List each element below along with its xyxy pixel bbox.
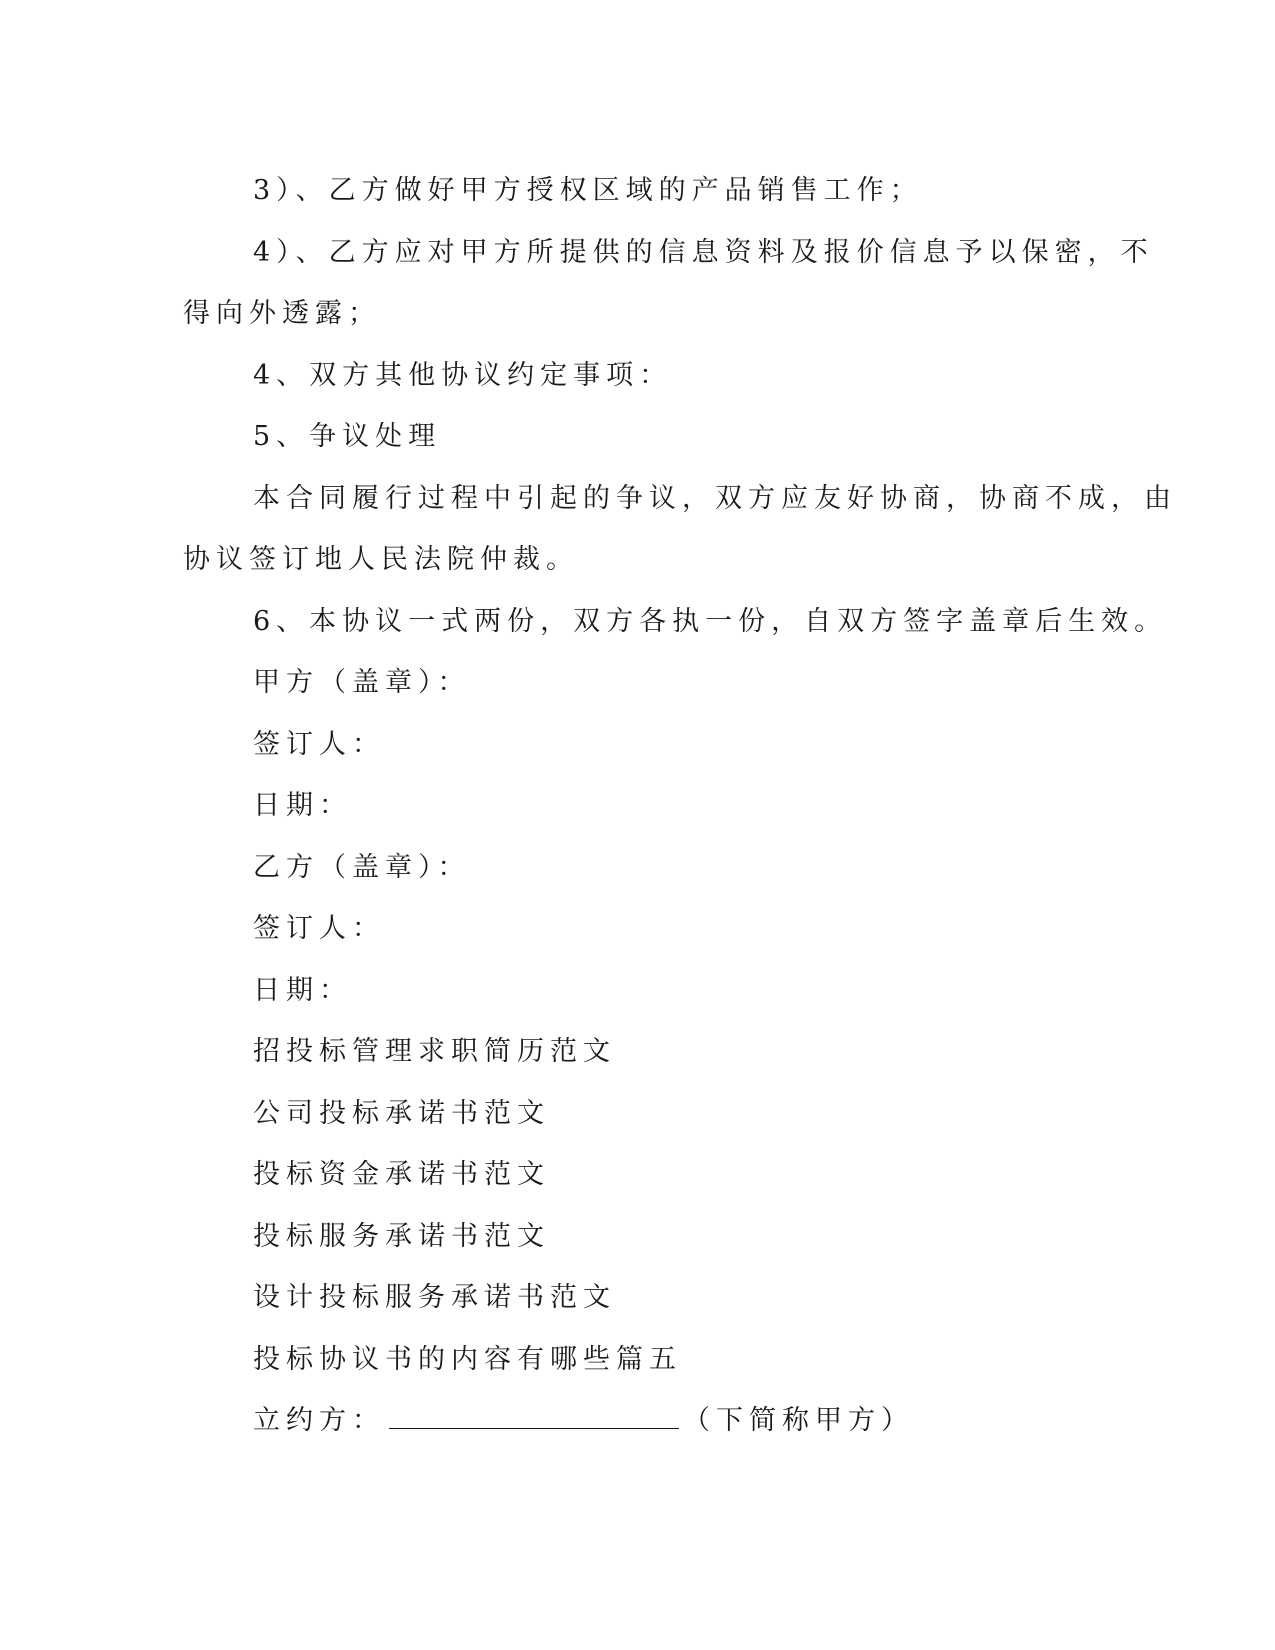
clause-4-continuation: 得向外透露； — [183, 298, 381, 329]
party-a-signer: 签订人： — [253, 728, 385, 760]
section-title-part-5: 投标协议书的内容有哪些篇五 — [253, 1343, 682, 1375]
related-article-4: 投标服务承诺书范文 — [253, 1220, 550, 1252]
party-b-date: 日期： — [253, 974, 352, 1006]
related-article-2: 公司投标承诺书范文 — [253, 1097, 550, 1129]
dispute-continuation: 协议签订地人民法院仲裁。 — [183, 544, 579, 575]
party-b-seal: 乙方（盖章）： — [253, 851, 471, 883]
party-a-seal: 甲方（盖章）： — [253, 667, 471, 698]
related-article-5: 设计投标服务承诺书范文 — [253, 1282, 616, 1313]
contracting-party-label: 立约方： — [253, 1405, 385, 1436]
party-b-signer: 签订人： — [253, 913, 385, 944]
party-a-date: 日期： — [253, 790, 352, 821]
contracting-party-note: （下简称甲方） — [683, 1405, 914, 1436]
contracting-party-blank — [389, 1402, 679, 1429]
document-body — [183, 160, 1177, 1452]
clause-3-text: 3）、乙方做好甲方授权区域的产品销售工作； — [253, 175, 923, 206]
clause-4-text: 4）、乙方应对甲方所提供的信息资料及报价信息予以保密，不 — [253, 236, 1154, 268]
related-article-3: 投标资金承诺书范文 — [253, 1159, 550, 1190]
section-5-heading: 5、争议处理 — [253, 421, 442, 452]
contracting-party-line — [183, 1390, 1078, 1452]
section-6-text: 6、本协议一式两份，双方各执一份，自双方签字盖章后生效。 — [253, 605, 1168, 637]
related-article-1: 招投标管理求职简历范文 — [253, 1036, 616, 1067]
section-4-heading: 4、双方其他协议约定事项： — [253, 359, 673, 391]
dispute-text: 本合同履行过程中引起的争议，双方应友好协商，协商不成，由 — [253, 482, 1177, 514]
